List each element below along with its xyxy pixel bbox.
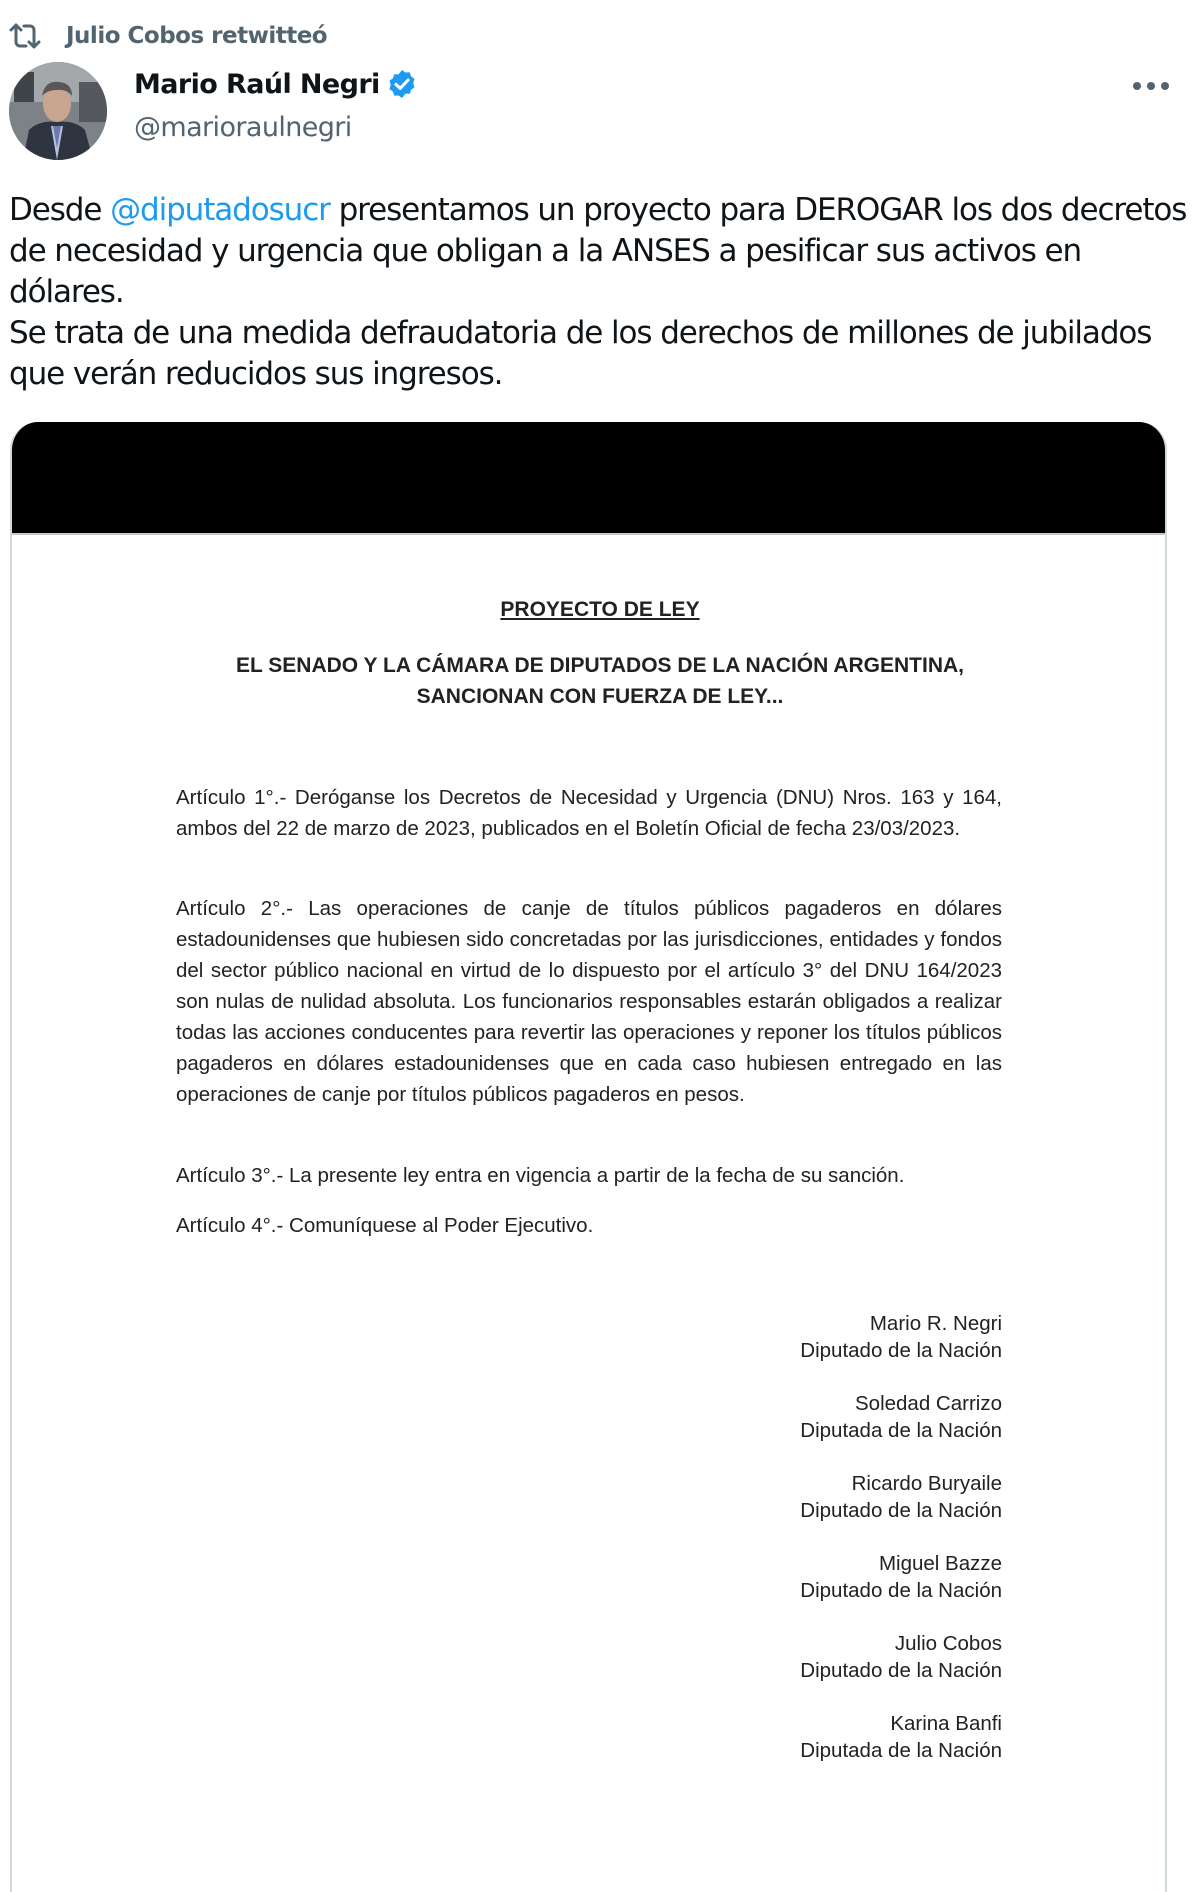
signature-role: Diputada de la Nación bbox=[800, 1739, 1002, 1762]
author-handle[interactable]: @marioraulnegri bbox=[134, 112, 352, 143]
signature-role: Diputado de la Nación bbox=[800, 1339, 1002, 1362]
signature-role: Diputado de la Nación bbox=[800, 1659, 1002, 1682]
signature bbox=[700, 1550, 1002, 1604]
avatar-photo bbox=[9, 62, 107, 160]
signature-name: Julio Cobos bbox=[894, 1632, 1002, 1655]
more-dot bbox=[1133, 82, 1141, 90]
media-divider bbox=[12, 533, 1165, 535]
document-signatures bbox=[700, 1310, 1002, 1790]
signature-role: Diputado de la Nación bbox=[800, 1499, 1002, 1522]
signature-name: Soledad Carrizo bbox=[855, 1392, 1002, 1415]
document-title: PROYECTO DE LEY bbox=[500, 598, 700, 621]
more-dot bbox=[1147, 82, 1155, 90]
document-article-1: Artículo 1°.- Deróganse los Decretos de Necesidad y Urgencia (DNU) Nros. 163 y 164, ambos del 22 de marzo de 2023, publicados en el Boletín Oficial de fecha 23/03/2023. bbox=[176, 786, 1002, 840]
more-options-icon[interactable] bbox=[1133, 78, 1169, 94]
author-name[interactable]: Mario Raúl Negri bbox=[134, 68, 380, 100]
signature bbox=[700, 1470, 1002, 1524]
signature-role: Diputado de la Nación bbox=[800, 1579, 1002, 1602]
tweet-text bbox=[9, 190, 1189, 395]
retweet-context[interactable] bbox=[8, 20, 327, 52]
signature bbox=[700, 1390, 1002, 1444]
signature bbox=[700, 1710, 1002, 1764]
signature-name: Karina Banfi bbox=[890, 1712, 1002, 1735]
signature bbox=[700, 1630, 1002, 1684]
signature-role: Diputada de la Nación bbox=[800, 1419, 1002, 1442]
mention-link[interactable]: @diputadosucr bbox=[110, 192, 330, 228]
more-dot bbox=[1161, 82, 1169, 90]
document-heading bbox=[0, 650, 1200, 712]
document-heading-line2: SANCIONAN CON FUERZA DE LEY... bbox=[416, 685, 784, 708]
media-black-header bbox=[12, 422, 1165, 533]
retweet-icon bbox=[8, 22, 42, 50]
tweet-text-start: Desde bbox=[9, 192, 111, 228]
signature-name: Miguel Bazze bbox=[878, 1552, 1002, 1575]
document-heading-line1: EL SENADO Y LA CÁMARA DE DIPUTADOS DE LA NACIÓN ARGENTINA, bbox=[235, 654, 965, 677]
document-article-3: Artículo 3°.- La presente ley entra en vigencia a partir de la fecha de su sanción. bbox=[176, 1164, 905, 1187]
retweet-label[interactable]: Julio Cobos retwitteó bbox=[66, 23, 328, 49]
avatar[interactable] bbox=[9, 62, 107, 160]
signature-name: Ricardo Buryaile bbox=[851, 1472, 1002, 1495]
signature-name: Mario R. Negri bbox=[869, 1312, 1002, 1335]
verified-badge-icon bbox=[386, 68, 418, 100]
author-name-row[interactable] bbox=[134, 68, 418, 100]
signature bbox=[700, 1310, 1002, 1364]
document-article-4: Artículo 4°.- Comuníquese al Poder Ejecutivo. bbox=[176, 1214, 594, 1237]
tweet-text-rest: presentamos un proyecto para DEROGAR los dos decretos de necesidad y urgencia que obligan a la ANSES a pesificar sus activos en dólares. Se trata de una medida defraudatoria de los derechos de millones de jubilados que verán reducidos sus ingresos. bbox=[9, 192, 1187, 392]
document-article-2: Artículo 2°.- Las operaciones de canje de títulos públicos pagaderos en dólares estadounidenses que hubiesen sido concretadas por las jurisdicciones, entidades y fondos del sector público nacional en virtud de lo dispuesto por el artículo 3° del DNU 164/2023 son nulas de nulidad absoluta. Los funcionarios responsables estarán obligados a realizar todas las acciones conducentes para revertir las operaciones y reponer los títulos públicos pagaderos en dólares estadounidenses que en cada caso hubiesen entregado en las operaciones de canje por títulos públicos pagaderos en pesos. bbox=[176, 897, 1002, 1106]
